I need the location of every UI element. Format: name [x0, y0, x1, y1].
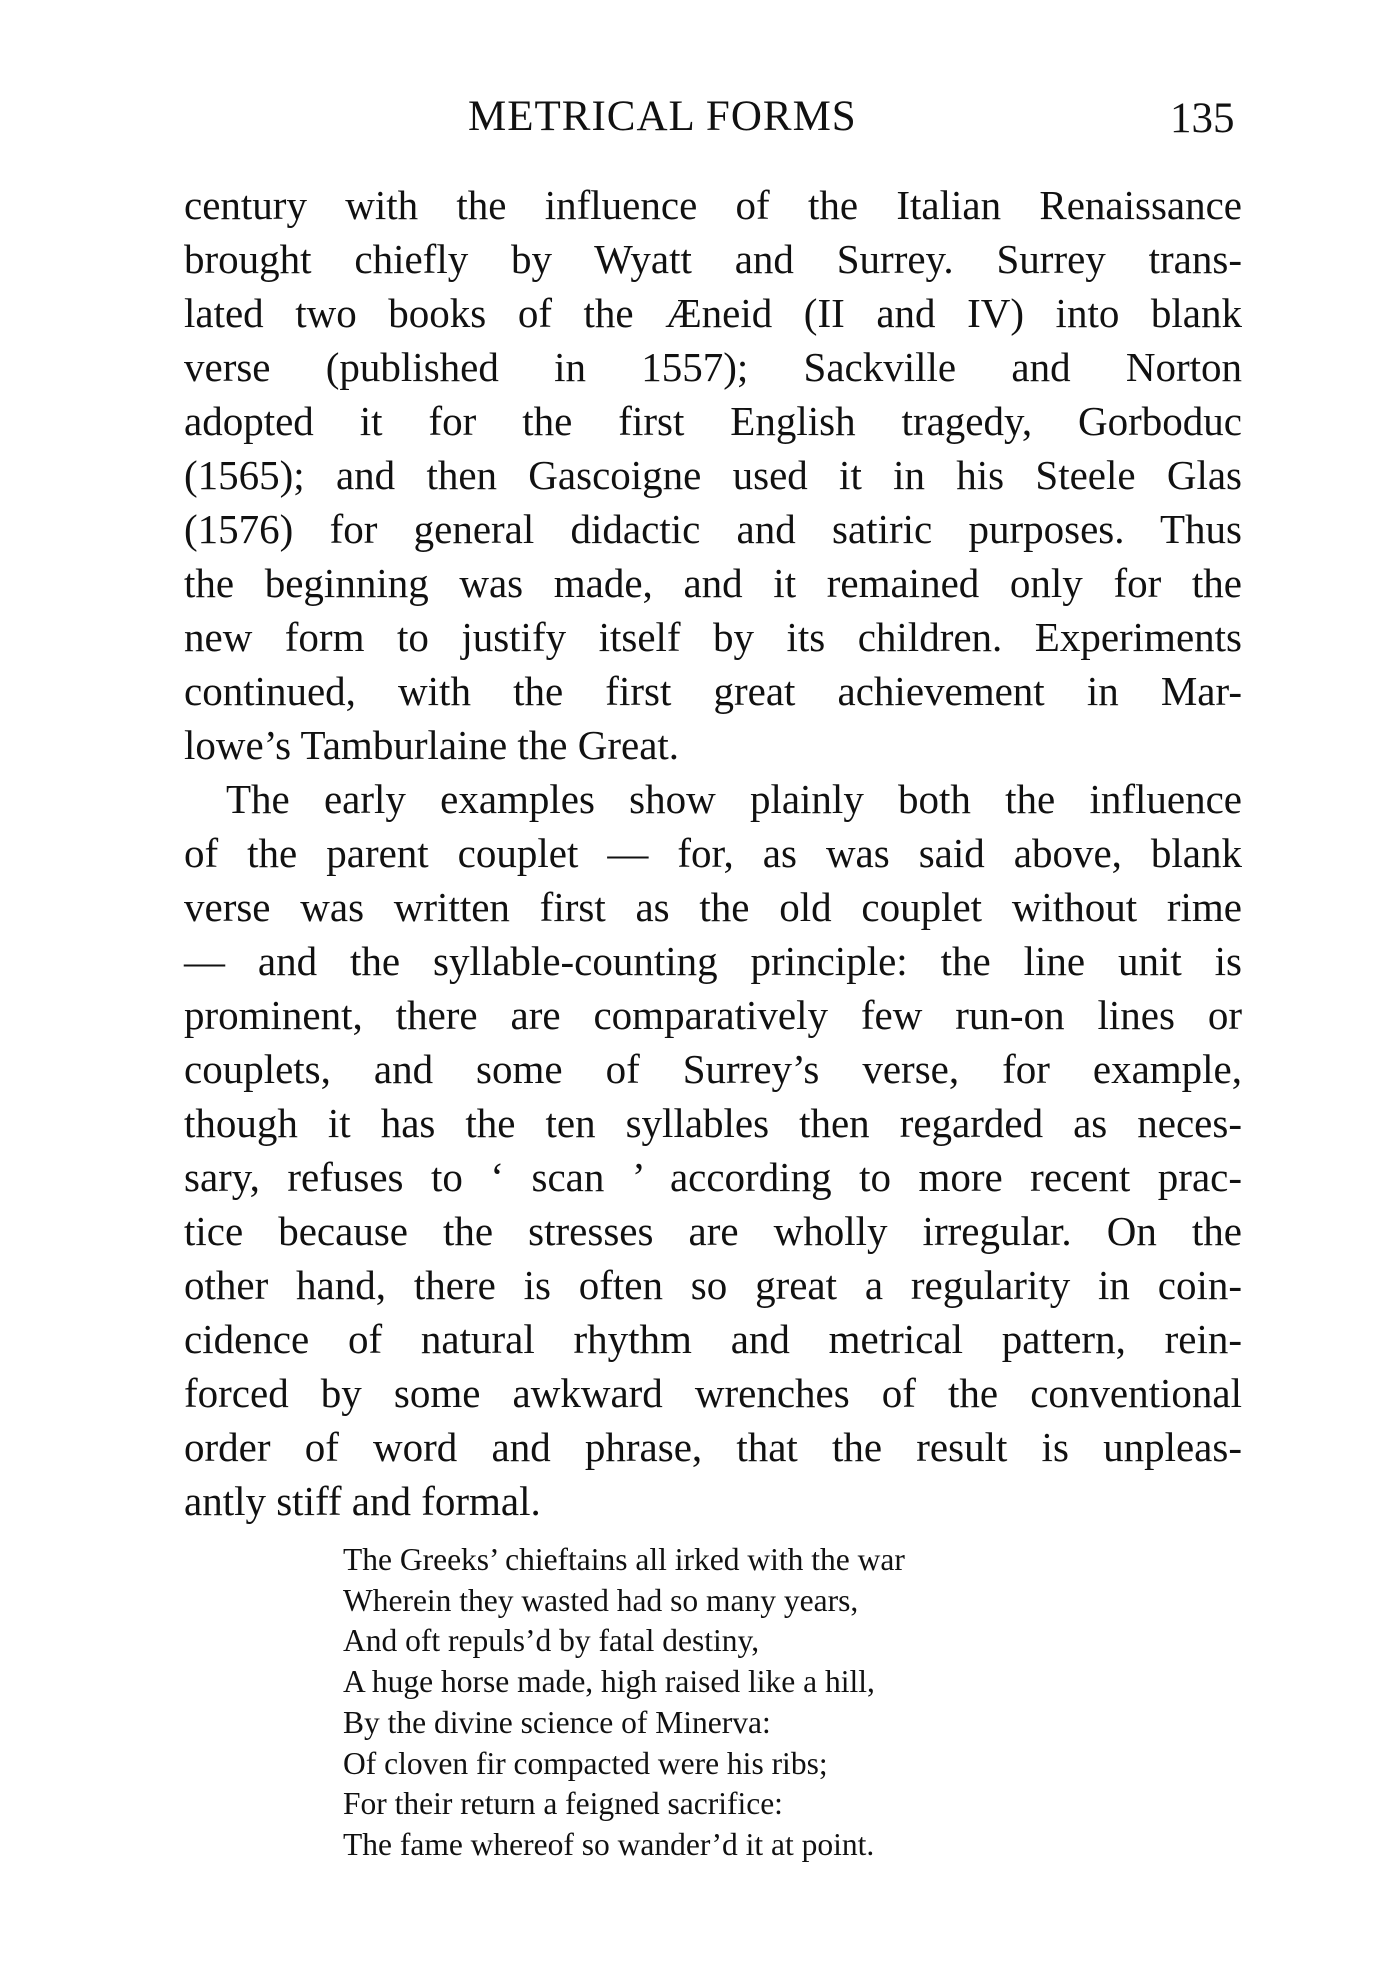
- text-line: lowe’s Tamburlaine the Great.: [184, 722, 680, 768]
- text-line: prominent, there are comparatively few run-on lines or: [184, 992, 1242, 1038]
- text-line: couplets, and some of Surrey’s verse, for example,: [184, 1046, 1242, 1092]
- running-title: METRICAL FORMS: [468, 93, 857, 140]
- page-number: 135: [1170, 95, 1235, 142]
- text-line: verse was written first as the old couplet without rime: [184, 884, 1242, 930]
- text-line: continued, with the first great achievement in Mar-: [184, 668, 1242, 714]
- text-line: tice because the stresses are wholly irregular. On the: [184, 1208, 1242, 1254]
- text-line: forced by some awkward wrenches of the conventional: [184, 1370, 1242, 1416]
- text-line: The early examples show plainly both the influence: [226, 776, 1242, 822]
- text-line: lated two books of the Æneid (II and IV) into blank: [184, 290, 1242, 336]
- text-line: though it has the ten syllables then regarded as neces-: [184, 1100, 1242, 1146]
- text-line: — and the syllable-counting principle: the line unit is: [184, 938, 1242, 984]
- text-line: century with the influence of the Italian Renaissance: [184, 182, 1242, 228]
- paragraph: [184, 772, 1242, 1528]
- text-line: new form to justify itself by its children. Experiments: [184, 614, 1242, 660]
- body-text: [184, 178, 1242, 1528]
- verse-line: For their return a feigned sacrifice:: [343, 1786, 783, 1822]
- text-line: sary, refuses to ‘ scan ’ according to more recent prac-: [184, 1154, 1242, 1200]
- verse-line: By the divine science of Minerva:: [343, 1704, 771, 1740]
- text-line: verse (published in 1557); Sackville and Norton: [184, 344, 1242, 390]
- text-line: of the parent couplet — for, as was said above, blank: [184, 830, 1242, 876]
- text-line: (1576) for general didactic and satiric purposes. Thus: [184, 506, 1242, 552]
- text-line: adopted it for the first English tragedy, Gorboduc: [184, 398, 1242, 444]
- verse-line: Wherein they wasted had so many years,: [343, 1582, 859, 1618]
- text-line: (1565); and then Gascoigne used it in his Steele Glas: [184, 452, 1242, 498]
- running-header: [0, 92, 1374, 152]
- text-line: the beginning was made, and it remained only for the: [184, 560, 1242, 606]
- verse-quotation: [343, 1540, 905, 1866]
- verse-line: Of cloven fir compacted were his ribs;: [343, 1745, 828, 1781]
- text-line: order of word and phrase, that the result is unpleas-: [184, 1424, 1242, 1470]
- text-line: antly stiff and formal.: [184, 1478, 541, 1524]
- verse-line: A huge horse made, high raised like a hill,: [343, 1664, 875, 1700]
- text-line: brought chiefly by Wyatt and Surrey. Surrey trans-: [184, 236, 1242, 282]
- paragraph: [184, 178, 1242, 772]
- text-line: other hand, there is often so great a regularity in coin-: [184, 1262, 1242, 1308]
- text-line: cidence of natural rhythm and metrical pattern, rein-: [184, 1316, 1242, 1362]
- verse-line: And oft repuls’d by fatal destiny,: [343, 1623, 760, 1659]
- verse-line: The Greeks’ chieftains all irked with the war: [343, 1542, 905, 1577]
- verse-line: The fame whereof so wander’d it at point.: [343, 1826, 875, 1862]
